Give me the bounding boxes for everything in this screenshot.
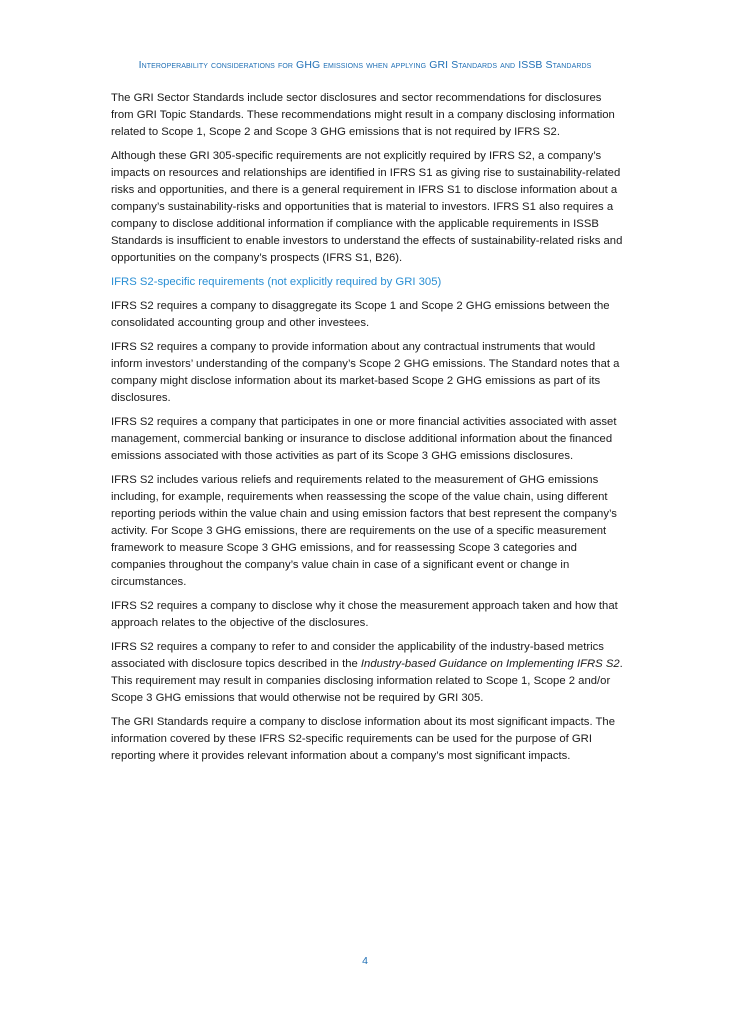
paragraph-contractual-instruments: IFRS S2 requires a company to provide information about any contractual instruments that would inform investors’ understanding of the company’s Scope 2 GHG emissions. The Standard notes that a company might disclose information about its market-based Scope 2 GHG emissions as part of its disclosures. <box>111 341 620 404</box>
industry-metrics-text-start: IFRS S2 requires a company to refer to and consider the applicability of the industry-based metrics associated with disclosure topics described in the <box>111 641 604 670</box>
page-number: 4 <box>362 955 368 967</box>
paragraph-sector-standards: The GRI Sector Standards include sector disclosures and sector recommendations for disclosures from GRI Topic Standards. These recommendations might result in a company disclosing information related to Scope 1, Scope 2 and Scope 3 GHG emissions that is not required by IFRS S2. <box>111 92 615 138</box>
paragraph-industry-based-metrics <box>111 639 625 707</box>
industry-guidance-title: Industry-based Guidance on Implementing IFRS S2 <box>360 658 620 670</box>
paragraph-financed-emissions: IFRS S2 requires a company that participates in one or more financial activities associated with asset management, commercial banking or insurance to disclose additional information about the financed emissions associated with those activities as part of its Scope 3 GHG emissions disclosures. <box>111 416 617 462</box>
paragraph-disaggregate: IFRS S2 requires a company to disaggregate its Scope 1 and Scope 2 GHG emissions between the consolidated accounting group and other investees. <box>111 300 610 329</box>
document-body <box>111 90 625 772</box>
industry-metrics-text-end: . This requirement may result in companies disclosing information related to Scope 1, Scope 2 and/or Scope 3 GHG emissions that would otherwise not be required by GRI 305. <box>111 658 623 704</box>
paragraph-gri305-requirements: Although these GRI 305-specific requirements are not explicitly required by IFRS S2, a company’s impacts on resources and relationships are identified in IFRS S1 as giving rise to sustainability-related risks and opportunities, and there is a general requirement in IFRS S1 to disclose information about a company’s sustainability-risks and opportunities that is material to investors. IFRS S1 also requires a company to disclose additional information if compliance with the applicable requirements in ISSB Standards is insufficient to enable investors to understand the effects of sustainability-related risks and opportunities on the company’s prospects (IFRS S1, B26). <box>111 150 623 264</box>
paragraph-measurement-approach: IFRS S2 requires a company to disclose why it chose the measurement approach taken and how that approach relates to the objective of the disclosures. <box>111 600 618 629</box>
section-heading: IFRS S2-specific requirements (not explicitly required by GRI 305) <box>111 276 442 288</box>
running-header: Interoperability considerations for GHG emissions when applying GRI Standards and ISSB Standards <box>138 59 592 71</box>
paragraph-significant-impacts: The GRI Standards require a company to disclose information about its most significant impacts. The information covered by these IFRS S2-specific requirements can be used for the purpose of GRI reporting where it provides relevant information about a company’s most significant impacts. <box>111 716 615 762</box>
paragraph-measurement-reliefs: IFRS S2 includes various reliefs and requirements related to the measurement of GHG emissions including, for example, requirements when reassessing the scope of the value chain, using different reporting periods within the value chain and using emission factors that best represent the company’s activity. For Scope 3 GHG emissions, there are requirements on the use of a specific measurement framework to measure Scope 3 GHG emissions, and for reassessing Scope 3 categories and companies throughout the company’s value chain in case of a significant event or change in circumstances. <box>111 474 617 588</box>
